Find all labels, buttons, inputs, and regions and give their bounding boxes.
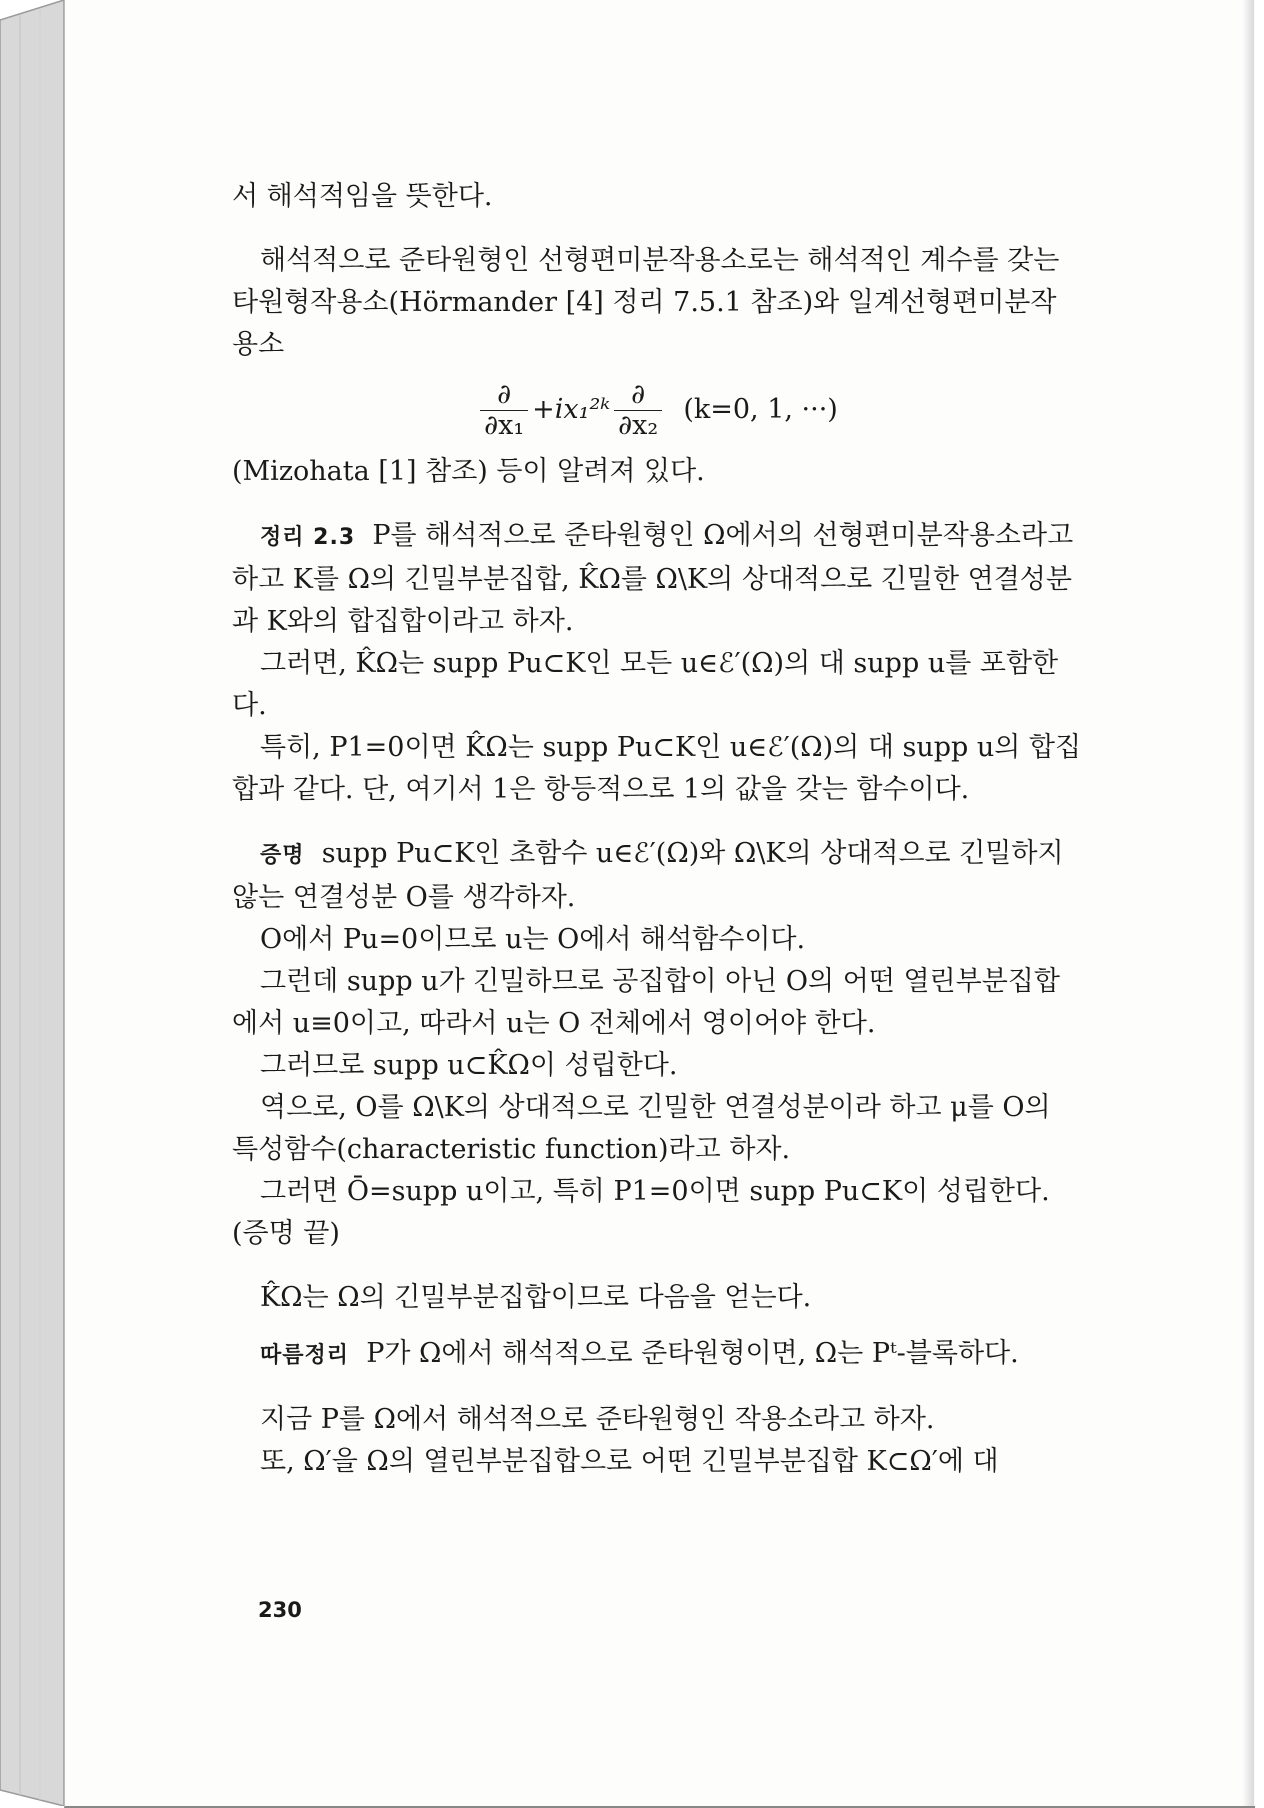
page-number: 230 (258, 1598, 302, 1622)
text-line: (Mizohata [1] 참조) 등이 알려져 있다. (232, 456, 705, 487)
theorem-text: P를 해석적으로 준타원형인 Ω에서의 선형편미분작용소라고 하고 K를 Ω의 긴밀부분집합, K̂Ω를 Ω\K의 상대적으로 긴밀한 연결성분과 K와의 합집합이라고 하자. (232, 520, 1074, 637)
formula (232, 380, 1082, 441)
corollary-label: 따름정리 (260, 1343, 350, 1368)
text-line: K̂Ω는 Ω의 긴밀부분집합이므로 다음을 얻는다. (260, 1282, 812, 1313)
page-content (232, 176, 1082, 1483)
proof-label: 증명 (260, 843, 305, 868)
proof-text: 그런데 supp u가 긴밀하므로 공집합이 아닌 O의 어떤 열린부분집합에서 u≡0이고, 따라서 u는 O 전체에서 영이어야 한다. (232, 966, 1060, 1039)
proof-end: (증명 끝) (232, 1218, 340, 1249)
theorem-label: 정리 2.3 (260, 525, 356, 550)
proof-text: supp Pu⊂K인 초함수 u∈ℰ′(Ω)와 Ω\K의 상대적으로 긴밀하지 않는 연결성분 O를 생각하자. (232, 838, 1064, 913)
theorem-statement (232, 515, 1082, 643)
theorem-text: 그러면, K̂Ω는 supp Pu⊂K인 모든 u∈ℰ′(Ω)의 대 supp u를 포함한다. (232, 648, 1059, 721)
proof-paragraph (232, 833, 1082, 919)
proof-text: 그러면 Ō=supp u이고, 특히 P1=0이면 supp Pu⊂K이 성립한다. (260, 1176, 1050, 1207)
formula-condition: (k=0, 1, ···) (683, 394, 838, 425)
proof-text: 그러므로 supp u⊂K̂Ω이 성립한다. (260, 1050, 678, 1081)
numerator: ∂ (480, 380, 528, 411)
proof-text: 역으로, O를 Ω\K의 상대적으로 긴밀한 연결성분이라 하고 μ를 O의 특성함수(characteristic function)라고 하자. (232, 1092, 1051, 1165)
text-line: 또, Ω′을 Ω의 열린부분집합으로 어떤 긴밀부분집합 K⊂Ω′에 대 (260, 1446, 999, 1477)
text-line: 지금 P를 Ω에서 해석적으로 준타원형인 작용소라고 하자. (260, 1404, 935, 1435)
denominator: ∂x₁ (484, 410, 525, 441)
numerator: ∂ (614, 380, 662, 411)
corollary (232, 1333, 1082, 1377)
paragraph: 해석적으로 준타원형인 선형편미분작용소로는 해석적인 계수를 갖는 타원형작용소(Hörmander [4] 정리 7.5.1 참조)와 일계선형편미분작용소 (232, 245, 1060, 360)
fraction (480, 380, 528, 441)
denominator: ∂x₂ (618, 410, 659, 441)
formula-term: +ix₁²ᵏ (532, 394, 611, 425)
theorem-text: 특히, P1=0이면 K̂Ω는 supp Pu⊂K인 u∈ℰ′(Ω)의 대 supp u의 합집합과 같다. 단, 여기서 1은 항등적으로 1의 값을 갖는 함수이다. (232, 732, 1082, 805)
proof-text: O에서 Pu=0이므로 u는 O에서 해석함수이다. (260, 924, 806, 955)
page-edge-shadow (1242, 0, 1254, 1806)
fraction (614, 380, 662, 441)
corollary-text: P가 Ω에서 해석적으로 준타원형이면, Ω는 Pᵗ-블록하다. (366, 1338, 1019, 1369)
text-line: 서 해석적임을 뜻한다. (232, 181, 493, 212)
